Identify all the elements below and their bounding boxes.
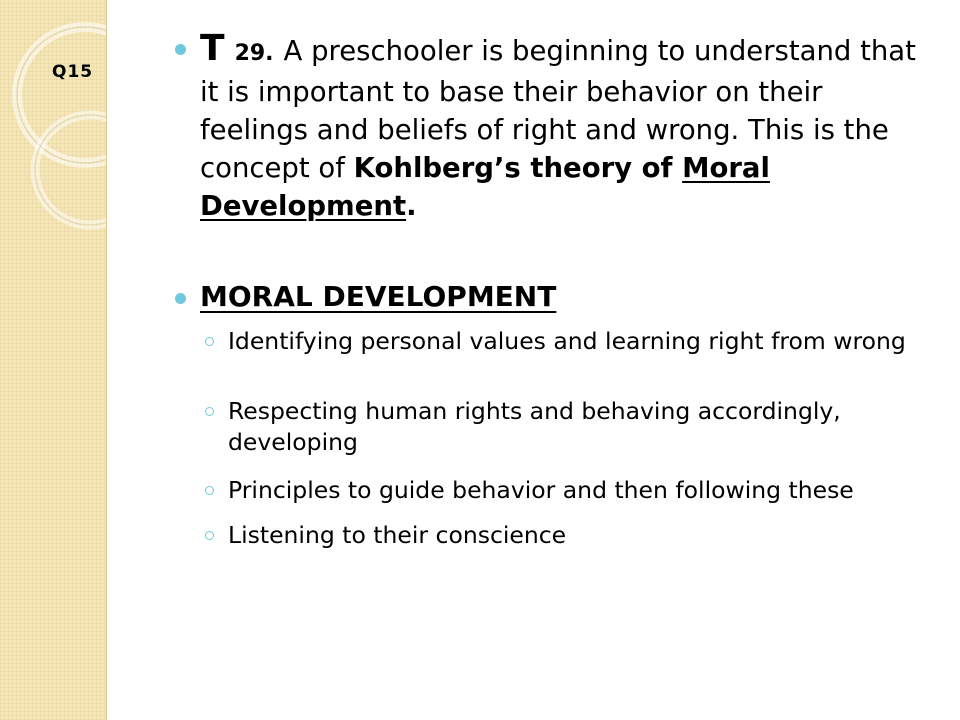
ring-bullet-icon (205, 337, 214, 346)
answer-end-punct: . (406, 190, 417, 222)
question-number: 29. (234, 41, 274, 66)
bullet-icon (175, 293, 186, 304)
ring-bullet-icon (205, 531, 214, 540)
answer-bold-text: Kohlberg’s theory of (353, 152, 683, 184)
bullet-icon (175, 44, 186, 55)
sidebar-decoration (0, 0, 107, 720)
list-item: Respecting human rights and behaving accordingly, developing (228, 397, 841, 456)
answer-underlined-text: Moral Development (200, 152, 770, 222)
question-paragraph (200, 30, 920, 225)
question-label: Q15 (52, 62, 94, 82)
question-text: A preschooler is beginning to understand that it is important to base their behavior on their feelings and beliefs of right and wrong. This is the concept of (200, 35, 916, 184)
decorative-circles (0, 0, 106, 720)
ring-bullet-icon (205, 486, 214, 495)
list-item: Listening to their conscience (228, 521, 567, 549)
list-item: Identifying personal values and learning right from wrong (228, 327, 906, 355)
list-item: Principles to guide behavior and then following these (228, 476, 854, 504)
answer-letter: T (200, 28, 225, 69)
ring-bullet-icon (205, 407, 214, 416)
section-heading: MORAL DEVELOPMENT (200, 280, 557, 313)
